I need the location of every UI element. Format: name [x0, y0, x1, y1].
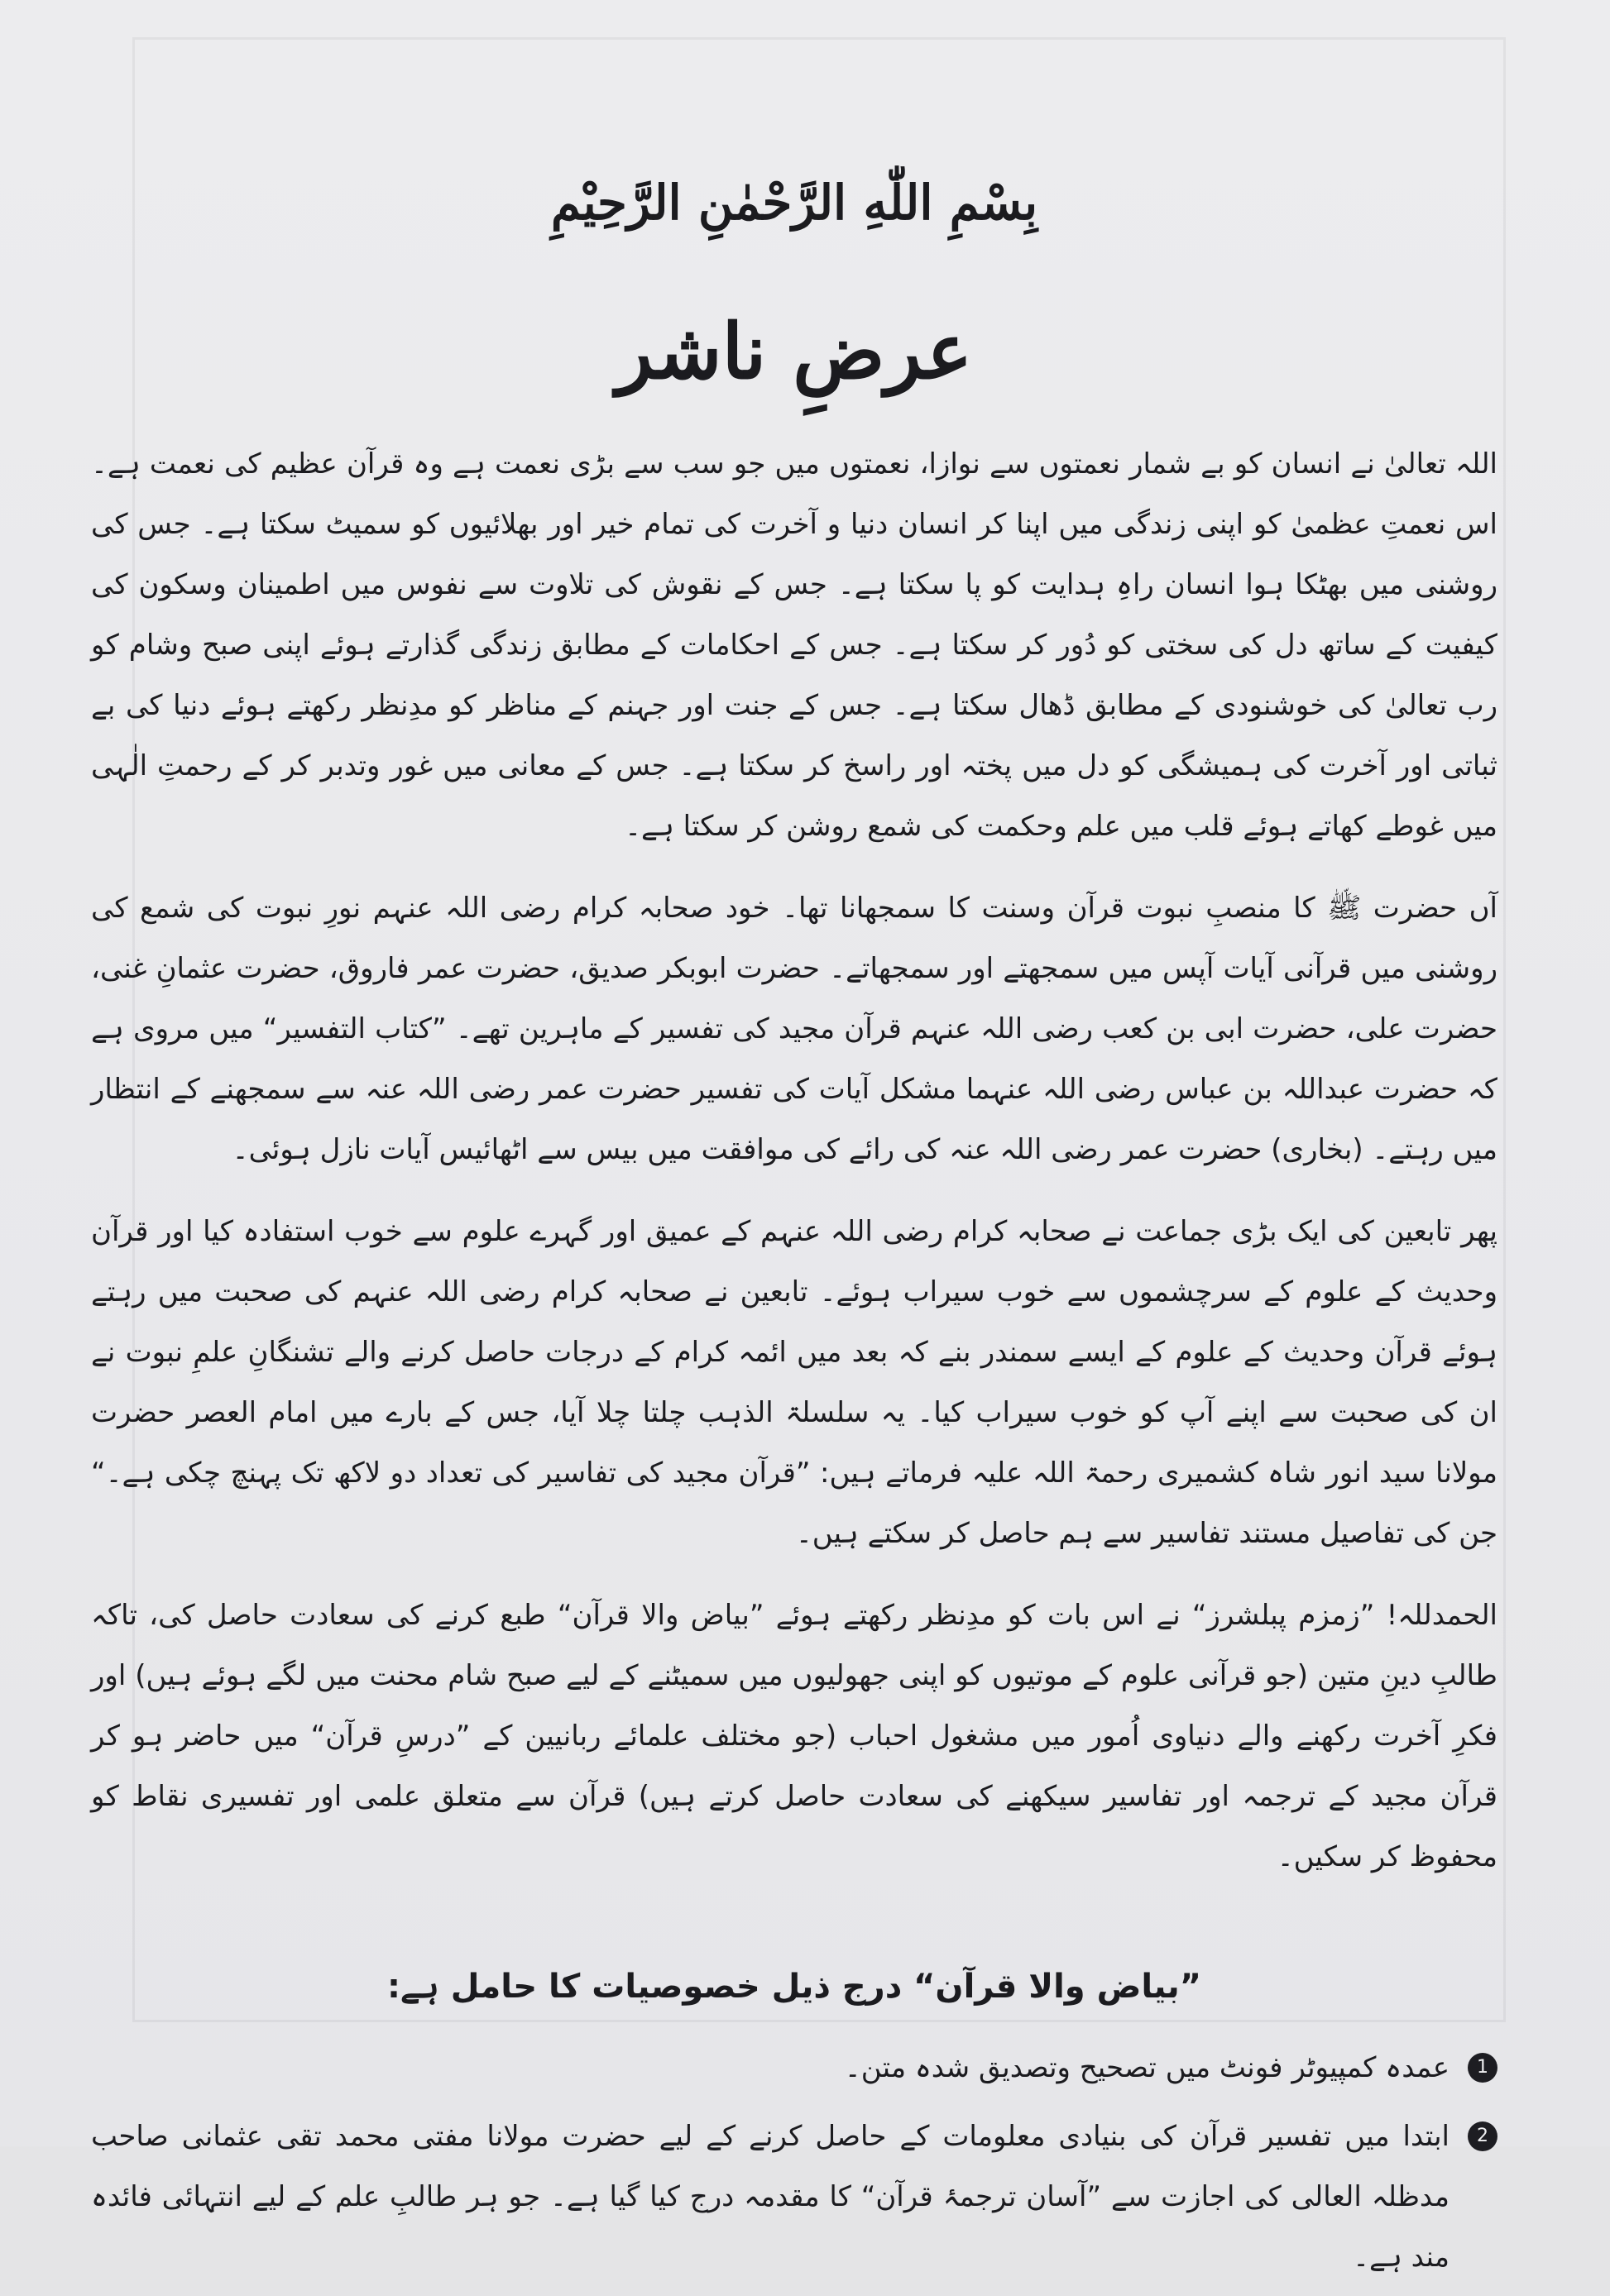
list-item	[91, 2038, 1497, 2098]
features-list	[91, 2038, 1497, 2288]
bismillah-calligraphy: بِسْمِ اللّٰهِ الرَّحْمٰنِ الرَّحِیْمِ	[550, 175, 1038, 231]
paragraph-1: اللہ تعالیٰ نے انسان کو بے شمار نعمتوں سے نوازا، نعمتوں میں جو سب سے بڑی نعمت ہے وہ قرآن عظیم کی نعمت ہے۔ اس نعمتِ عظمیٰ کو اپنی زندگی میں اپنا کر انسان دنیا و آخرت کی تمام خیر اور بھلائیوں کو سمیٹ سکتا ہے۔ جس کی روشنی میں بھٹکا ہوا انسان راہِ ہدایت کو پا سکتا ہے۔ جس کے نقوش کی تلاوت سے نفوس میں اطمینان وسکون کی کیفیت کے ساتھ دل کی سختی کو دُور کر سکتا ہے۔ جس کے احکامات کے مطابق زندگی گذارتے ہوئے اپنی صبح وشام کو رب تعالیٰ کی خوشنودی کے مطابق ڈھال سکتا ہے۔ جس کے جنت اور جہنم کے مناظر کو مدِنظر رکھتے ہوئے دنیا کی بے ثباتی اور آخرت کی ہمیشگی کو دل میں پختہ اور راسخ کر سکتا ہے۔ جس کے معانی میں غور وتدبر کر کے رحمتِ الٰہی میں غوطے کھاتے ہوئے قلب میں علم وحکمت کی شمع روشن کر سکتا ہے۔	[91, 447, 1497, 843]
page-content	[91, 165, 1497, 2296]
number-badge: 1	[1468, 2053, 1497, 2083]
list-item-text: عمدہ کمپیوٹر فونٹ میں تصحیح وتصدیق شدہ متن۔	[844, 2051, 1449, 2084]
number-badge: 2	[1468, 2121, 1497, 2151]
page-title: عرضِ ناشر	[616, 307, 973, 396]
paragraph-2: آں حضرت ﷺ کا منصبِ نبوت قرآن وسنت کا سمجھانا تھا۔ خود صحابہ کرام رضی اللہ عنہم نورِ نبوت کی شمع کی روشنی میں قرآنی آیات آپس میں سمجھتے اور سمجھاتے۔ حضرت ابوبکر صدیق، حضرت عمر فاروق، حضرت عثمانِ غنی، حضرت علی، حضرت ابی بن کعب رضی اللہ عنہم قرآن مجید کی تفسیر کے ماہرین تھے۔ ”کتاب التفسیر“ میں مروی ہے کہ حضرت عبداللہ بن عباس رضی اللہ عنہما مشکل آیات کی تفسیر حضرت عمر رضی اللہ عنہ سے سمجھنے کے انتظار میں رہتے۔ (بخاری) حضرت عمر رضی اللہ عنہ کی رائے کی موافقت میں بیس سے اٹھائیس آیات نازل ہوئی۔	[91, 892, 1497, 1166]
paragraph-4: الحمدللہ! ”زمزم پبلشرز“ نے اس بات کو مدِنظر رکھتے ہوئے ”بیاض والا قرآن“ طبع کرنے کی سعادت حاصل کی، تاکہ طالبِ دینِ متین (جو قرآنی علوم کے موتیوں کو اپنی جھولیوں میں سمیٹنے کے لیے صبح شام محنت میں لگے ہوئے ہیں) اور فکرِ آخرت رکھنے والے دنیاوی اُمور میں مشغول احباب (جو مختلف علمائے ربانیین کے ”درسِ قرآن“ میں حاضر ہو کر قرآن مجید کے ترجمہ اور تفاسیر سیکھنے کی سعادت حاصل کرتے ہیں) قرآن سے متعلق علمی اور تفسیری نقاط کو محفوظ کر سکیں۔	[91, 1599, 1497, 1873]
list-item-text: ابتدا میں تفسیر قرآن کی بنیادی معلومات کے حاصل کرنے کے لیے حضرت مولانا مفتی محمد تقی عثمانی صاحب مدظلہ العالی کی اجازت سے ”آسان ترجمۂ قرآن“ کا مقدمہ درج کیا گیا ہے۔ جو ہر طالبِ علم کے لیے انتہائی فائدہ مند ہے۔	[91, 2120, 1449, 2274]
features-heading: ”بیاض والا قرآن“ درج ذیل خصوصیات کا حامل ہے:	[386, 1968, 1202, 2006]
paragraph-3: پھر تابعین کی ایک بڑی جماعت نے صحابہ کرام رضی اللہ عنہم کے عمیق اور گہرے علوم سے خوب استفادہ کیا اور قرآن وحدیث کے علوم کے سرچشموں سے خوب سیراب ہوئے۔ تابعین نے صحابہ کرام رضی اللہ عنہم کی صحبت میں رہتے ہوئے قرآن وحدیث کے علوم کے ایسے سمندر بنے کہ بعد میں ائمہ کرام کے درجات حاصل کرنے والے تشنگانِ علمِ نبوت نے ان کی صحبت سے اپنے آپ کو خوب سیراب کیا۔ یہ سلسلۃ الذہب چلتا چلا آیا، جس کے بارے میں امام العصر حضرت مولانا سید انور شاہ کشمیری رحمۃ اللہ علیہ فرماتے ہیں: ”قرآن مجید کی تفاسیر کی تعداد دو لاکھ تک پہنچ چکی ہے۔“ جن کی تفاصیل مستند تفاسیر سے ہم حاصل کر سکتے ہیں۔	[91, 1215, 1497, 1550]
list-item	[91, 2107, 1497, 2288]
